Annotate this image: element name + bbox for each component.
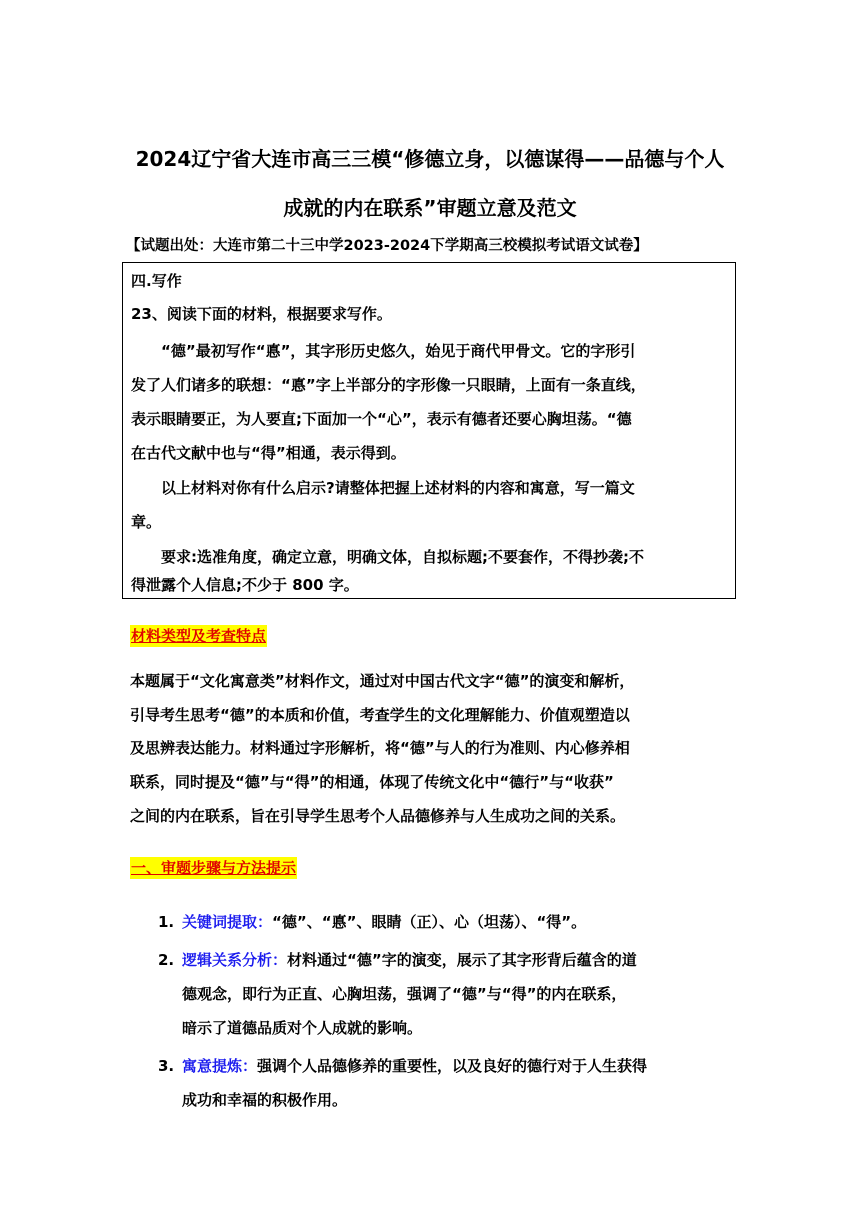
list-item-text: 强调个人品德修养的重要性，以及良好的德行对于人生获得	[257, 1057, 648, 1075]
list-item-line	[182, 949, 734, 971]
list-number: 1.	[158, 913, 175, 931]
document-title-line-1: 2024辽宁省大连市高三三模“修德立身，以德谋得——品德与个人	[135, 147, 725, 171]
keyword-label: 寓意提炼：	[182, 1057, 258, 1075]
keyword-label: 逻辑关系分析：	[182, 951, 288, 969]
question-line: 发了人们诸多的联想：“悳”字上半部分的字形像一只眼睛，上面有一条直线，	[131, 376, 646, 394]
question-line: 得泄露个人信息;不少于 800 字。	[131, 576, 359, 594]
list-item-line: 成功和幸福的积极作用。	[182, 1091, 348, 1109]
document-title-line-2: 成就的内在联系”审题立意及范文	[283, 196, 577, 220]
keyword-label: 关键词提取：	[182, 913, 273, 931]
question-line: 以上材料对你有什么启示?请整体把握上述材料的内容和寓意，写一篇文	[131, 479, 635, 497]
question-line: 四.写作	[131, 272, 182, 290]
question-line: 23、阅读下面的材料，根据要求写作。	[131, 305, 392, 323]
list-number: 2.	[158, 951, 175, 969]
list-item-text: 材料通过“德”字的演变，展示了其字形背后蕴含的道	[287, 951, 637, 969]
paragraph-line: 引导考生思考“德”的本质和价值，考查学生的文化理解能力、价值观塑造以	[130, 706, 630, 724]
list-item-line	[182, 1055, 734, 1077]
list-item-line	[182, 911, 734, 933]
question-line: 在古代文献中也与“得”相通，表示得到。	[131, 444, 406, 462]
section-heading-steps: 一、审题步骤与方法提示	[131, 859, 297, 877]
question-line: “德”最初写作“悳”，其字形历史悠久，始见于商代甲骨文。它的字形引	[131, 342, 636, 360]
section-heading-material: 材料类型及考查特点	[131, 627, 267, 645]
question-line: 表示眼睛要正，为人要直;下面加一个“心”，表示有德者还要心胸坦荡。“德	[131, 410, 632, 428]
paragraph-line: 联系，同时提及“德”与“得”的相通，体现了传统文化中“德行”与“收获”	[130, 773, 614, 791]
list-item-line: 德观念，即行为正直、心胸坦荡，强调了“德”与“得”的内在联系，	[182, 985, 627, 1003]
list-number: 3.	[158, 1057, 175, 1075]
question-line: 章。	[131, 513, 162, 531]
list-item-line: 暗示了道德品质对个人成就的影响。	[182, 1019, 423, 1037]
question-source: 【试题出处：大连市第二十三中学2023-2024下学期高三校模拟考试语文试卷】	[126, 238, 648, 254]
paragraph-line: 之间的内在联系，旨在引导学生思考个人品德修养与人生成功之间的关系。	[130, 807, 626, 825]
paragraph-line: 本题属于“文化寓意类”材料作文，通过对中国古代文字“德”的演变和解析，	[130, 672, 635, 690]
paragraph-line: 及思辨表达能力。材料通过字形解析，将“德”与人的行为准则、内心修养相	[130, 739, 630, 757]
question-line: 要求:选准角度，确定立意，明确文体，自拟标题;不要套作，不得抄袭;不	[131, 548, 644, 566]
list-item-text: “德”、“悳”、眼睛（正）、心（坦荡）、“得”。	[272, 913, 587, 931]
question-box	[122, 262, 736, 599]
